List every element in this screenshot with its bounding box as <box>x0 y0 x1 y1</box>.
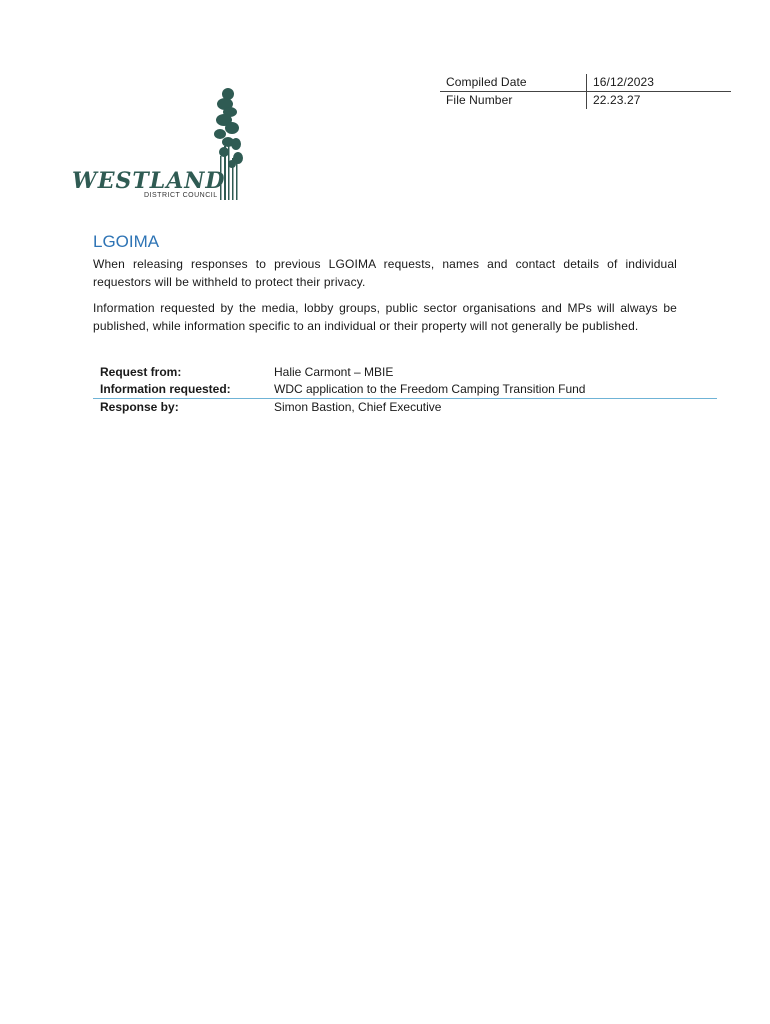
compiled-date-value: 16/12/2023 <box>586 74 731 91</box>
request-from-row <box>93 364 717 381</box>
response-by-label: Response by: <box>100 400 179 414</box>
response-by-value: Simon Bastion, Chief Executive <box>274 400 442 414</box>
file-number-label: File Number <box>446 93 513 107</box>
request-from-value: Halie Carmont – MBIE <box>274 365 394 379</box>
meta-row-file-number <box>440 92 731 109</box>
publication-paragraph: Information requested by the media, lobby groups, public sector organisations and MPs will always be published, while information specific to an individual or their property will not generally be published. <box>93 301 677 333</box>
file-number-value: 22.23.27 <box>586 92 731 109</box>
westland-logo <box>70 86 250 204</box>
request-from-label: Request from: <box>100 365 182 379</box>
meta-row-compiled-date <box>440 74 731 92</box>
information-requested-label: Information requested: <box>100 382 231 396</box>
privacy-paragraph: When releasing responses to previous LGOIMA requests, names and contact details of individual requestors will be withheld to protect their privacy. <box>93 257 677 289</box>
document-meta-table <box>440 74 731 109</box>
request-details-table <box>93 364 717 416</box>
compiled-date-label: Compiled Date <box>446 75 527 89</box>
section-heading: LGOIMA <box>93 232 160 251</box>
response-by-row <box>93 399 717 416</box>
information-requested-row <box>93 381 717 399</box>
logo-wordmark: WESTLAND <box>72 168 226 194</box>
information-requested-value: WDC application to the Freedom Camping Transition Fund <box>274 382 586 396</box>
logo-subtitle: DISTRICT COUNCIL <box>144 192 218 199</box>
